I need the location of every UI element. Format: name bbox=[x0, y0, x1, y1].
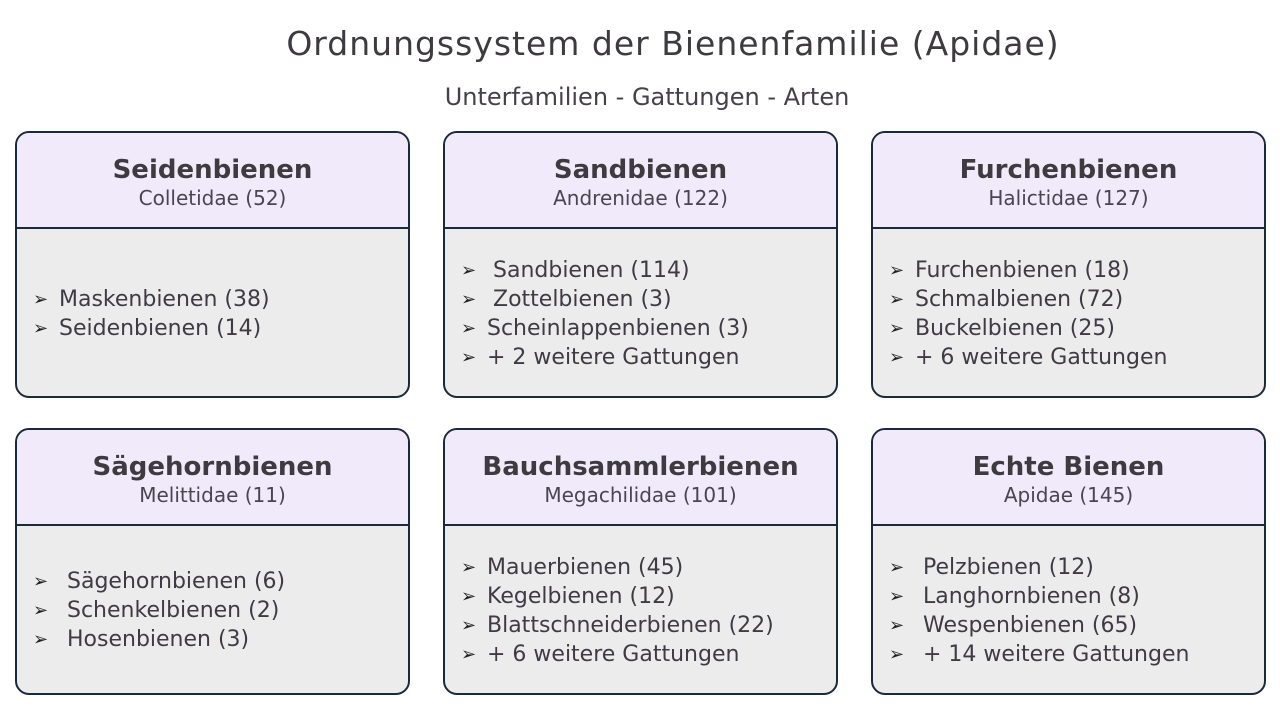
card-body bbox=[873, 526, 1264, 695]
arrow-bullet-icon: ➢ bbox=[889, 643, 905, 665]
card-header bbox=[17, 133, 408, 229]
arrow-bullet-icon: ➢ bbox=[461, 288, 477, 310]
arrow-bullet-icon: ➢ bbox=[461, 556, 477, 578]
page-subtitle: Unterfamilien - Gattungen - Arten bbox=[444, 83, 850, 111]
arrow-bullet-icon: ➢ bbox=[33, 288, 49, 310]
card-body bbox=[445, 526, 836, 695]
list-item: ➢ Sandbienen (114) bbox=[461, 257, 690, 283]
list-item: ➢ Zottelbienen (3) bbox=[461, 286, 672, 312]
list-item: ➢ Furchenbienen (18) bbox=[889, 257, 1130, 283]
card-header bbox=[873, 133, 1264, 229]
arrow-bullet-icon: ➢ bbox=[889, 259, 905, 281]
list-item: ➢ Blattschneiderbienen (22) bbox=[461, 612, 774, 638]
arrow-bullet-icon: ➢ bbox=[461, 346, 477, 368]
arrow-bullet-icon: ➢ bbox=[33, 629, 49, 650]
list-item: ➢ Pelzbienen (12) bbox=[889, 554, 1094, 580]
card-title: Sägehornbienen bbox=[92, 452, 333, 482]
arrow-bullet-icon: ➢ bbox=[889, 288, 905, 310]
card-subtitle: Andrenidae (122) bbox=[553, 186, 728, 210]
list-item: ➢ Mauerbienen (45) bbox=[461, 554, 684, 580]
card-subtitle: Halictidae (127) bbox=[988, 186, 1149, 210]
card-header bbox=[445, 430, 836, 526]
page-title: Ordnungssystem der Bienenfamilie (Apidae) bbox=[286, 24, 1060, 63]
family-card-megachilidae bbox=[443, 428, 838, 695]
card-body bbox=[17, 229, 408, 398]
card-subtitle: Megachilidae (101) bbox=[544, 483, 737, 507]
list-item: ➢ Hosenbienen (3) bbox=[33, 627, 250, 652]
family-card-apidae bbox=[871, 428, 1266, 695]
family-card-colletidae bbox=[15, 131, 410, 398]
arrow-bullet-icon: ➢ bbox=[889, 346, 905, 368]
arrow-bullet-icon: ➢ bbox=[461, 317, 477, 339]
list-item: ➢ Seidenbienen (14) bbox=[33, 315, 262, 341]
list-item: ➢ + 6 weitere Gattungen bbox=[461, 641, 740, 667]
arrow-bullet-icon: ➢ bbox=[461, 585, 477, 607]
list-item: ➢ + 14 weitere Gattungen bbox=[889, 641, 1190, 667]
arrow-bullet-icon: ➢ bbox=[33, 317, 49, 339]
family-card-andrenidae bbox=[443, 131, 838, 398]
list-item: ➢ Sägehornbienen (6) bbox=[33, 569, 286, 594]
list-item: ➢ Schmalbienen (72) bbox=[889, 286, 1124, 312]
card-header bbox=[445, 133, 836, 229]
card-body bbox=[445, 229, 836, 398]
card-body bbox=[873, 229, 1264, 398]
list-item: ➢ Buckelbienen (25) bbox=[889, 315, 1115, 341]
arrow-bullet-icon: ➢ bbox=[889, 317, 905, 339]
card-header bbox=[17, 430, 408, 526]
arrow-bullet-icon: ➢ bbox=[889, 556, 905, 578]
card-header bbox=[873, 430, 1264, 526]
list-item: ➢ Langhornbienen (8) bbox=[889, 583, 1140, 609]
arrow-bullet-icon: ➢ bbox=[33, 600, 49, 621]
list-item: ➢ Maskenbienen (38) bbox=[33, 286, 270, 312]
card-subtitle: Colletidae (52) bbox=[138, 186, 287, 210]
list-item: ➢ Schenkelbienen (2) bbox=[33, 598, 280, 623]
card-title: Furchenbienen bbox=[959, 155, 1178, 185]
list-item: ➢ Kegelbienen (12) bbox=[461, 583, 675, 609]
arrow-bullet-icon: ➢ bbox=[461, 259, 477, 281]
list-item: ➢ Wespenbienen (65) bbox=[889, 612, 1138, 638]
list-item: ➢ Scheinlappenbienen (3) bbox=[461, 315, 749, 341]
family-card-halictidae bbox=[871, 131, 1266, 398]
arrow-bullet-icon: ➢ bbox=[461, 643, 477, 665]
arrow-bullet-icon: ➢ bbox=[889, 614, 905, 636]
card-body bbox=[17, 526, 408, 695]
family-card-melittidae bbox=[15, 428, 410, 695]
list-item: ➢ + 6 weitere Gattungen bbox=[889, 344, 1168, 370]
card-title: Bauchsammlerbienen bbox=[482, 452, 799, 482]
arrow-bullet-icon: ➢ bbox=[461, 614, 477, 636]
card-subtitle: Apidae (145) bbox=[1003, 483, 1134, 507]
list-item: ➢ + 2 weitere Gattungen bbox=[461, 344, 740, 370]
arrow-bullet-icon: ➢ bbox=[889, 585, 905, 607]
card-subtitle: Melittidae (11) bbox=[139, 483, 286, 507]
arrow-bullet-icon: ➢ bbox=[33, 571, 49, 592]
card-title: Sandbienen bbox=[553, 155, 728, 185]
card-title: Echte Bienen bbox=[972, 452, 1165, 482]
card-title: Seidenbienen bbox=[112, 155, 313, 185]
